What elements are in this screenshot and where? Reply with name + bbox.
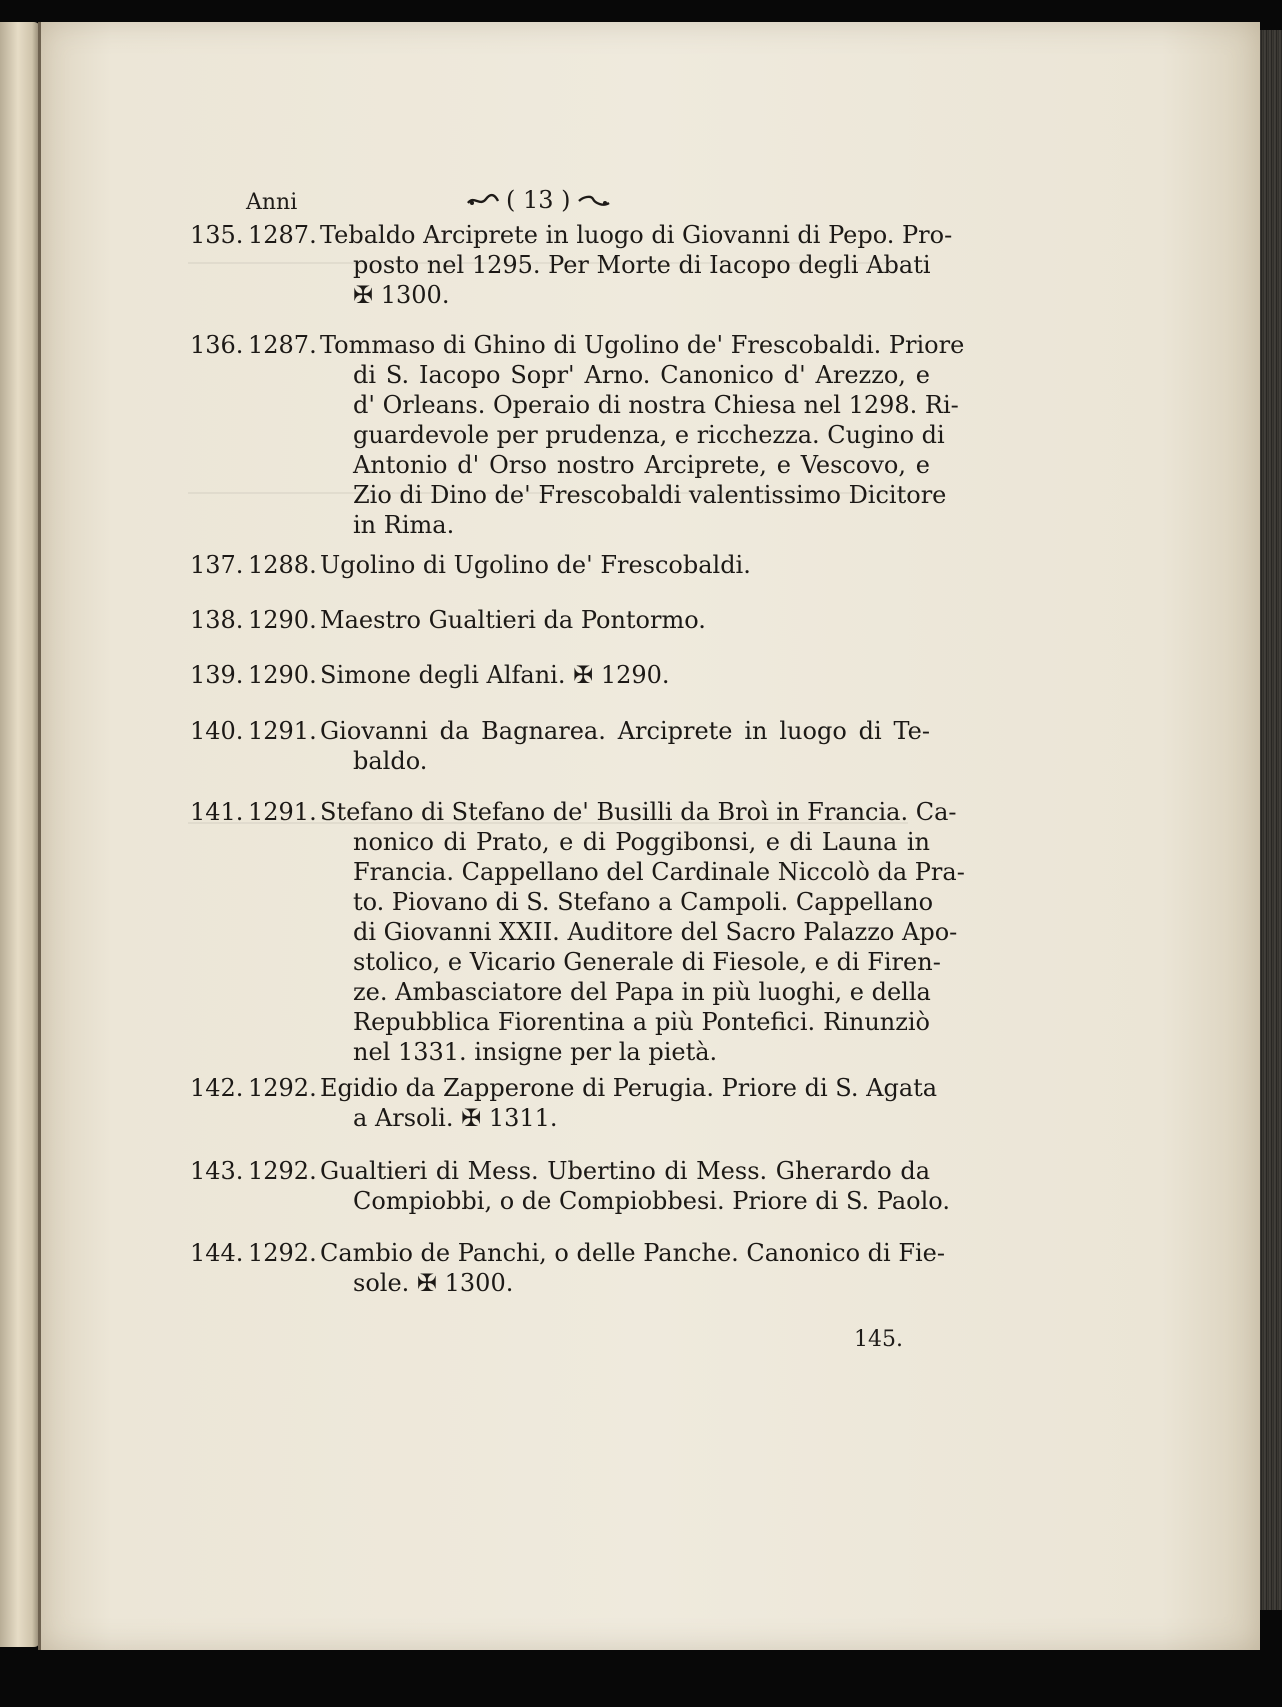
entry-year: 1287.	[248, 221, 317, 249]
entry-number: 138.	[190, 606, 244, 634]
entry-year: 1291.	[248, 798, 317, 826]
entry-line: Repubblica Fiorentina a più Pontefici. Rinunziò	[353, 1008, 930, 1036]
entry-number: 142.	[190, 1074, 244, 1102]
entry-number: 141.	[190, 798, 244, 826]
entry-line: posto nel 1295. Per Morte di Iacopo degli Abati	[353, 251, 931, 279]
left-page-edge	[0, 22, 40, 1647]
entry-line: Simone degli Alfani. ✠ 1290.	[320, 661, 670, 689]
ornament-right-icon	[577, 191, 611, 209]
entry-line: to. Piovano di S. Stefano a Campoli. Cappellano	[353, 888, 934, 916]
entry-line: Tommaso di Ghino di Ugolino de' Frescobaldi. Priore	[320, 331, 965, 359]
running-head-anni: Anni	[246, 190, 298, 215]
entry-line: di Giovanni XXII. Auditore del Sacro Palazzo Apo-	[353, 918, 958, 946]
entry-year: 1290.	[248, 661, 317, 689]
page-number: ( 13 )	[506, 186, 571, 214]
entry-line: d' Orleans. Operaio di nostra Chiesa nel 1298. Ri-	[353, 391, 959, 419]
entry-year: 1292.	[248, 1157, 317, 1185]
entry-line: ze. Ambasciatore del Papa in più luoghi, e della	[353, 978, 931, 1006]
entry-line: a Arsoli. ✠ 1311.	[353, 1104, 558, 1132]
entry-line: Francia. Cappellano del Cardinale Niccolò da Pra-	[353, 858, 965, 886]
entry-line: baldo.	[353, 747, 428, 775]
ornament-left-icon	[466, 191, 500, 209]
entry-line: di S. Iacopo Sopr' Arno. Canonico d' Arezzo, e	[353, 361, 930, 389]
entry-line: Tebaldo Arciprete in luogo di Giovanni di Pepo. Pro-	[320, 221, 953, 249]
entry-number: 136.	[190, 331, 244, 359]
entry-year: 1292.	[248, 1074, 317, 1102]
entry-number: 135.	[190, 221, 244, 249]
entry-line: Antonio d' Orso nostro Arciprete, e Vescovo, e	[353, 451, 930, 479]
entry-line: Cambio de Panchi, o delle Panche. Canonico di Fie-	[320, 1239, 945, 1267]
entry-year: 1287.	[248, 331, 317, 359]
catchword: 145.	[854, 1327, 903, 1352]
entry-line: nonico di Prato, e di Poggibonsi, e di Launa in	[353, 828, 930, 856]
entry-line: Egidio da Zapperone di Perugia. Priore di S. Agata	[320, 1074, 938, 1102]
entry-number: 144.	[190, 1239, 244, 1267]
entry-line: ✠ 1300.	[353, 281, 450, 309]
entry-line: Stefano di Stefano de' Busilli da Broì in Francia. Ca-	[320, 798, 957, 826]
entry-number: 143.	[190, 1157, 244, 1185]
entry-line: stolico, e Vicario Generale di Fiesole, e di Firen-	[353, 948, 941, 976]
entry-number: 137.	[190, 551, 244, 579]
entry-year: 1292.	[248, 1239, 317, 1267]
gutter	[38, 22, 41, 1650]
entry-number: 140.	[190, 717, 244, 745]
page-stack-edges	[1258, 30, 1282, 1610]
entry-line: Maestro Gualtieri da Pontormo.	[320, 606, 706, 634]
entry-line: guardevole per prudenza, e ricchezza. Cugino di	[353, 421, 945, 449]
entry-year: 1290.	[248, 606, 317, 634]
entry-line: nel 1331. insigne per la pietà.	[353, 1038, 718, 1066]
page-number-header	[466, 186, 611, 214]
entry-line: sole. ✠ 1300.	[353, 1269, 514, 1297]
entry-line: Zio di Dino de' Frescobaldi valentissimo Dicitore	[353, 481, 947, 509]
entry-line: Giovanni da Bagnarea. Arciprete in luogo di Te-	[320, 717, 930, 745]
entry-year: 1291.	[248, 717, 317, 745]
entry-line: Compiobbi, o de Compiobbesi. Priore di S. Paolo.	[353, 1187, 950, 1215]
entry-line: in Rima.	[353, 511, 455, 539]
entry-line: Ugolino di Ugolino de' Frescobaldi.	[320, 551, 751, 579]
entry-year: 1288.	[248, 551, 317, 579]
entry-number: 139.	[190, 661, 244, 689]
entry-line: Gualtieri di Mess. Ubertino di Mess. Gherardo da	[320, 1157, 930, 1185]
